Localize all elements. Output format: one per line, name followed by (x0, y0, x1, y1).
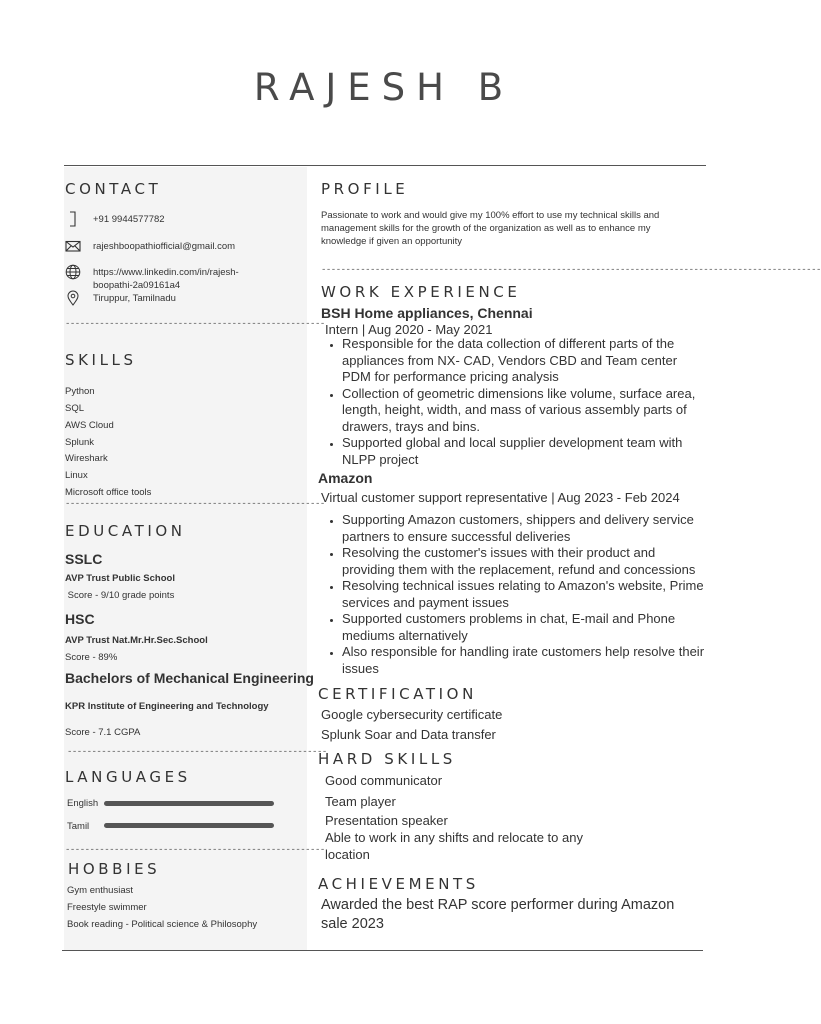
job-bullets (321, 512, 727, 677)
candidate-name: RAJESH B (253, 66, 515, 109)
sidebar-divider: ----------------------------------------------------- (65, 319, 325, 329)
hobbies-heading: HOBBIES (68, 860, 161, 878)
language-name: English (67, 798, 99, 809)
certification-item: Google cybersecurity certificate (321, 707, 503, 722)
education-score: Score - 7.1 CGPA (65, 727, 141, 738)
hard-skill-item: location (325, 847, 370, 862)
sidebar-divider: ----------------------------------------------------- (67, 747, 327, 757)
achievement-line: Awarded the best RAP score performer during Amazon (321, 897, 675, 913)
achievement-text (321, 896, 674, 933)
education-degree: HSC (65, 611, 95, 627)
hard-skill-item: Able to work in any shifts and relocate to any (325, 830, 583, 845)
skills-heading: SKILLS (65, 351, 137, 369)
education-degree: SSLC (65, 551, 103, 567)
skill-item: Microsoft office tools (65, 487, 152, 498)
job-bullet: • Collection of geometric dimensions like volume, surface area, length, height, width, and mass of various assembly parts of drawers, trays and bins. (342, 386, 722, 436)
language-level-bar (104, 823, 274, 828)
job-bullet: • Supporting Amazon customers, shippers and delivery service partners to ensure successful deliveries (342, 512, 727, 545)
education-school: AVP Trust Nat.Mr.Hr.Sec.School (65, 635, 208, 646)
profile-line: knowledge if given an opportunity (321, 236, 463, 247)
job-bullet: • Supported global and local supplier development team with NLPP project (342, 435, 722, 468)
hobby-item: Freestyle swimmer (67, 902, 147, 913)
contact-phone: +91 9944577782 (93, 214, 165, 225)
skill-item: Linux (65, 470, 88, 481)
top-rule (64, 165, 706, 166)
skill-item: SQL (65, 403, 85, 414)
language-level-bar (104, 801, 274, 806)
education-school: AVP Trust Public School (65, 573, 175, 584)
skill-item: AWS Cloud (65, 420, 114, 431)
phone-icon (66, 211, 82, 227)
job-bullet: • Supported customers problems in chat, E-mail and Phone mediums alternatively (342, 611, 727, 644)
education-degree: Bachelors of Mechanical Engineering (65, 670, 314, 686)
sidebar-divider: ----------------------------------------------------- (65, 499, 325, 509)
bottom-rule (62, 950, 703, 951)
linkedin-line-2: boopathi-2a09161a4 (93, 280, 181, 291)
profile-line: management skills for the growth of the organization as well as to enhance my (321, 223, 651, 234)
job-role: Virtual customer support representative | Aug 2023 - Feb 2024 (321, 490, 680, 505)
sidebar-divider: ----------------------------------------------------- (65, 845, 325, 855)
education-score: Score - 9/10 grade points (65, 590, 175, 601)
job-bullet: • Also responsible for handling irate customers help resolve their issues (342, 644, 727, 677)
education-school: KPR Institute of Engineering and Technology (65, 701, 269, 712)
language-name: Tamil (67, 821, 90, 832)
achievement-line: sale 2023 (321, 915, 384, 932)
job-bullet: • Resolving the customer's issues with their product and providing them with the replacement, refund and concessions (342, 545, 727, 578)
job-company: Amazon (318, 470, 373, 486)
hard-skill-item: Presentation speaker (325, 813, 448, 828)
hobby-item: Book reading - Political science & Philosophy (67, 919, 258, 930)
contact-heading: CONTACT (65, 180, 162, 198)
hard-skills-heading: HARD SKILLS (318, 750, 456, 768)
contact-location: Tiruppur, Tamilnadu (93, 293, 176, 304)
work-experience-heading: WORK EXPERIENCE (321, 283, 521, 301)
achievements-heading: ACHIEVEMENTS (318, 875, 479, 893)
job-company: BSH Home appliances, Chennai (321, 305, 533, 321)
languages-heading: LANGUAGES (65, 768, 191, 786)
contact-email: rajeshboopathiofficial@gmail.com (93, 241, 236, 252)
skill-item: Python (65, 386, 95, 397)
globe-icon (65, 264, 81, 280)
hard-skill-item: Good communicator (325, 773, 443, 788)
contact-linkedin (93, 266, 239, 292)
email-icon (65, 238, 81, 254)
job-bullet: • Responsible for the data collection of different parts of the appliances from NX- CAD, Vendors CBD and Team center PDM for performance pricing analysis (342, 336, 722, 386)
certification-item: Splunk Soar and Data transfer (321, 727, 496, 742)
education-heading: EDUCATION (65, 522, 186, 540)
skill-item: Wireshark (65, 453, 108, 464)
education-score: Score - 89% (65, 652, 118, 663)
hard-skill-item: Team player (325, 794, 396, 809)
job-role: Intern | Aug 2020 - May 2021 (325, 322, 493, 337)
linkedin-line-1: https://www.linkedin.com/in/rajesh- (93, 267, 239, 278)
skill-item: Splunk (65, 437, 95, 448)
profile-text (321, 209, 659, 248)
job-bullets (321, 336, 722, 468)
job-bullet: • Resolving technical issues relating to Amazon's website, Prime services and payment issues (342, 578, 727, 611)
main-divider: ------------------------------------------------------------------------------------------------------ (321, 265, 821, 275)
profile-line: Passionate to work and would give my 100% effort to use my technical skills and (321, 210, 660, 221)
certification-heading: CERTIFICATION (318, 685, 477, 703)
location-pin-icon (65, 290, 81, 306)
hobby-item: Gym enthusiast (67, 885, 133, 896)
profile-heading: PROFILE (321, 180, 409, 198)
